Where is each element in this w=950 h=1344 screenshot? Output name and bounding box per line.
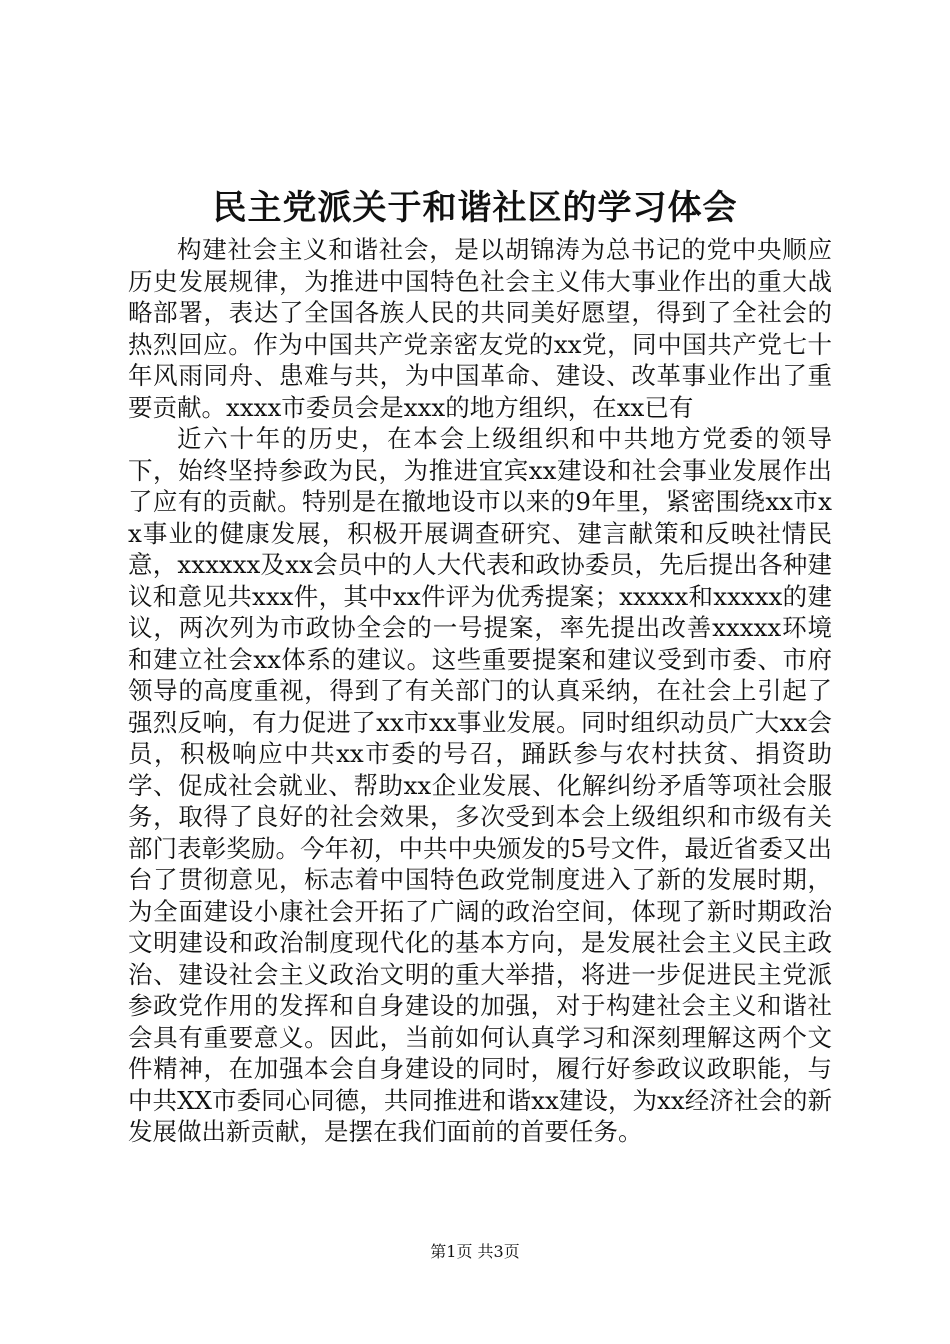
page-footer: 第1页 共3页 xyxy=(430,1242,520,1261)
paragraph-2: 近六十年的历史，在本会上级组织和中共地方党委的领导下，始终坚持参政为民，为推进宜宾xx建设和社会事业发展作出了应有的贡献。特别是在撤地设市以来的9年里，紧密围绕xx市xx事业的健康发展，积极开展调查研究、建言献策和反映社情民意，xxxxxx及xx会员中的人大代表和政协委员，先后提出各种建议和意见共xxx件，其中xx件评为优秀提案；xxxxx和xxxxx的建议，两次列为市政协全会的一号提案，率先提出改善xxxxx环境和建立社会xx体系的建议。这些重要提案和建议受到市委、市府领导的高度重视，得到了有关部门的认真采纳，在社会上引起了强烈反响，有力促进了xx市xx事业发展。同时组织动员广大xx会员，积极响应中共xx市委的号召，踊跃参与农村扶贫、捐资助学、促成社会就业、帮助xx企业发展、化解纠纷矛盾等项社会服务，取得了良好的社会效果，多次受到本会上级组织和市级有关部门表彰奖励。今年初，中共中央颁发的5号文件，最近省委又出台了贯彻意见，标志着中国特色政党制度进入了新的发展时期，为全面建设小康社会开拓了广阔的政治空间，体现了新时期政治文明建设和政治制度现代化的基本方向，是发展社会主义民主政治、建设社会主义政治文明的重大举措，将进一步促进民主党派参政党作用的发挥和自身建设的加强，对于构建社会主义和谐社会具有重要意义。因此，当前如何认真学习和深刻理解这两个文件精神，在加强本会自身建设的同时，履行好参政议政职能，与中共XX市委同心同德，共同推进和谐xx建设，为xx经济社会的新发展做出新贡献，是摆在我们面前的首要任务。 xyxy=(128,424,832,1146)
document-body xyxy=(128,234,832,1148)
paragraph-1: 构建社会主义和谐社会，是以胡锦涛为总书记的党中央顺应历史发展规律，为推进中国特色社会主义伟大事业作出的重大战略部署，表达了全国各族人民的共同美好愿望，得到了全社会的热烈回应。作为中国共产党亲密友党的xx党，同中国共产党七十年风雨同舟、患难与共，为中国革命、建设、改革事业作出了重要贡献。xxxx市委员会是xxx的地方组织，在xx已有 xyxy=(128,235,832,422)
document-title: 民主党派关于和谐社区的学习体会 xyxy=(212,188,738,228)
